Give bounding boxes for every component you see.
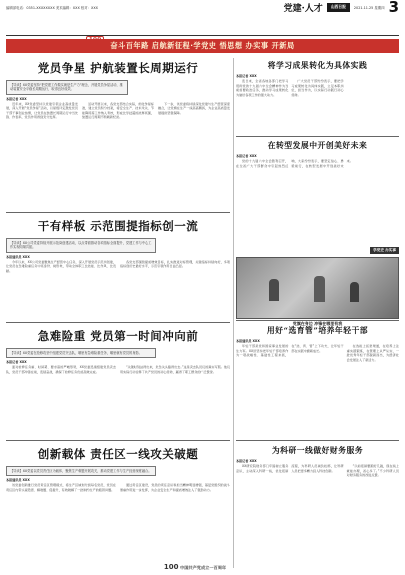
article-headline: 在转型发展中开创美好未来 [267, 141, 368, 150]
section-rule [236, 440, 399, 441]
article-body [236, 79, 399, 129]
article-finance-service [236, 445, 399, 550]
paragraph: “以前报销要跑好几趟，现在线上就能办理，省心多了。”不少科研人员对财务服务的改进点赞。 [346, 464, 399, 477]
article-innovation [6, 446, 230, 543]
article-summary: 【导读】XX党委坚持“把党建工作做实就是生产力”理念，开展党员争星活动，推动装置安全平稳长周期运行，取得良好成效。 [6, 80, 128, 95]
page-number: 3 [388, 0, 399, 16]
paragraph: 各党支部围绕提质增效目标，扎实推进对标管理，关键指标持续向好，多项指标创历史最好水平，示范引领作用日益凸显。 [120, 259, 230, 269]
article-headline: 干有样板 示范围提指标创一流 [37, 219, 199, 233]
article-party-stars [6, 60, 230, 182]
paragraph: 下一步，该党委将持续深化党建与生产经营深度融合，让党旗在生产一线高高飘扬，为企业高质量发展提供坚强保障。 [158, 101, 230, 115]
article-study-practice [236, 60, 399, 129]
news-photo [236, 257, 399, 319]
photo-tag: 学党史 办实事 [370, 247, 399, 254]
masthead-right [284, 0, 399, 15]
article-emergency [6, 328, 230, 423]
paragraph: 连日来，全省各地各部门把学习贯彻党的十九届六中全会精神作为当前首要政治任务，推动学习成果转化为做好各项工作的强大动力。 [236, 79, 289, 97]
paper-badge: 山西日报 [327, 3, 350, 12]
article-headline: 创新载体 责任区一线攻关破题 [37, 447, 199, 461]
article-headline: 为科研一线做好财务服务 [271, 446, 364, 455]
theme-banner [6, 39, 399, 53]
photo-figure [350, 282, 359, 302]
article-transformation [236, 140, 399, 239]
photo-tag-row [236, 236, 399, 255]
paragraph: 年轻干部是党和国家事业发展的生力军。XX县坚持把年轻干部培养作为一项战略性、基础性工程来抓，在“选、育、管”上下功夫，让年轻干部在实践中磨砺成长。 [236, 344, 344, 357]
column-divider [233, 58, 234, 568]
article-byline: 本报记者 XXX [236, 154, 257, 158]
photo-figure [269, 279, 279, 301]
article-body [6, 365, 230, 423]
footer-logo-text: 中国共产党成立一百周年 [180, 565, 227, 570]
article-body [236, 464, 399, 550]
section-rule [236, 136, 399, 137]
paragraph: 广大党员干部纷纷表示，要把学习成果转化为具体实践，立足本职岗位，担当作为，以实际行动践行初心使命。 [291, 79, 344, 97]
article-body [6, 260, 230, 310]
article-headline: 急难险重 党员第一时间冲向前 [37, 329, 199, 343]
article-headline: 党员争星 护航装置长周期运行 [37, 61, 199, 75]
paragraph: 今年以来，XX公司党委聚焦生产经营中心任务，深入开展党员示范岗创建，让党员在急难险重任务中亮身份、树形象，带动全体职工比技能、比作风、比贡献。 [6, 259, 116, 273]
section-rule [236, 320, 399, 321]
masthead-meta: 编辑部电话：0351-XXXXXXXX 美术编辑：XXX 校对：XXX [6, 5, 98, 10]
article-body [236, 159, 399, 239]
section-title: 党建·人才 [283, 3, 323, 14]
article-byline: 本报通讯员 XXX [6, 478, 30, 483]
paragraph: 党的十九届六中全会胜利召开，在全省广大干部群众中引起热烈反响，大家纷纷表示，要坚定信心、勇毅前行，在转型发展中开创美好未来。 [236, 159, 353, 168]
article-byline: 本报通讯员 XXX [6, 254, 30, 259]
article-young-cadres [236, 325, 399, 426]
top-rule [6, 35, 399, 36]
section-rule [6, 322, 230, 323]
masthead [6, 0, 399, 16]
issue-date: 2021.11.25 星期四 [353, 5, 385, 10]
article-body [236, 344, 399, 426]
photo-figure [314, 276, 325, 302]
paragraph: 在选拔上拓宽渠道，在培养上注重实践锻炼，在管理上从严从实，一批优秀年轻干部脱颖而出，为经济社会发展注入了新活力。 [346, 344, 399, 362]
article-byline: 本报记者 XXX [6, 360, 27, 365]
article-byline: 本报记者 XXX [6, 96, 27, 101]
article-model-post [6, 218, 230, 310]
article-body [6, 102, 230, 182]
article-byline: 本报记者 XXX [236, 74, 257, 78]
article-summary: 【导读】XX公司党委持续开展示范岗创建活动，以点带面推动各项指标全面提升，党建工作与中心工作实现同频共振。 [6, 238, 156, 253]
paragraph: 通过责任区建设，党员的责任意识和担当精神明显增强，基层党组织的战斗堡垒作用进一步发挥，为企业安全生产和提质增效注入了强劲动力。 [120, 483, 230, 492]
photo-feature [236, 236, 399, 327]
article-headline: 用好“选育管”培养年轻干部 [266, 326, 369, 335]
article-headline: 将学习成果转化为具体实践 [267, 61, 368, 70]
article-byline: 本报记者 XXX [236, 459, 257, 463]
banner-slogan: 奋斗百年路 启航新征程·学党史 悟思想 办实事 开新局 [110, 41, 295, 50]
paragraph: 近年来，XX党委坚持以党建引领企业高质量发展，深入开展“党员争星”活动，以星级评定激发党员干部干事创业热情，让党员在装置长周期运行中当先锋、作表率，党员作用得到充分发挥。 [6, 101, 78, 120]
article-summary: 【导读】XX党委以党员责任区为载体，聚焦生产难题开展攻关，推动党建工作与生产经营深度融合。 [6, 466, 156, 476]
paragraph: 活动开展以来，各党支部结合实际，细化争星标准，建立党员积分档案，将安全生产、技术攻关、节能降耗等工作纳入考核，形成比学赶超的浓厚氛围，装置运行周期不断刷新纪录。 [82, 101, 154, 120]
photo-caption: 党旗在身边 冲锋在哪里有我 [292, 321, 343, 326]
section-rule [6, 212, 230, 213]
section-rule [6, 440, 230, 441]
footer-logo-number: 100 [163, 563, 179, 571]
article-summary: 【导读】XX党委在抢修攻坚中组建党员突击队，哪里有急难险重任务，哪里就有党员的身影。 [6, 348, 156, 358]
article-body [6, 483, 230, 543]
paragraph: 面对检修任务重、时间紧、要求高的严峻形势，XX党委迅速组建党员突击队，党员干部冲锋在前，连续奋战，确保了检修任务优质高效完成。 [6, 365, 116, 374]
centenary-footer-logo [155, 562, 235, 572]
paragraph: “关键时刻站得出来，危急关头豁得出去。”这是突击队员们的真实写照。他们用实际行动诠释了共产党员的初心使命，赢得了职工群众的广泛赞誉。 [120, 365, 230, 374]
article-byline: 本报通讯员 XXX [236, 339, 260, 343]
paragraph: XX研究院财务部门牢固树立服务意识，主动深入科研一线，优化报销流程，为科研人员减负松绑，让科研人员把更多精力投入科技创新。 [236, 464, 344, 473]
paragraph: 该党委创新推行党员责任区管理模式，将生产区域划分到每名党员，党员在责任区内带头查隐患、解难题、促提升，有效破解了一批制约生产的瓶颈问题。 [6, 483, 116, 492]
